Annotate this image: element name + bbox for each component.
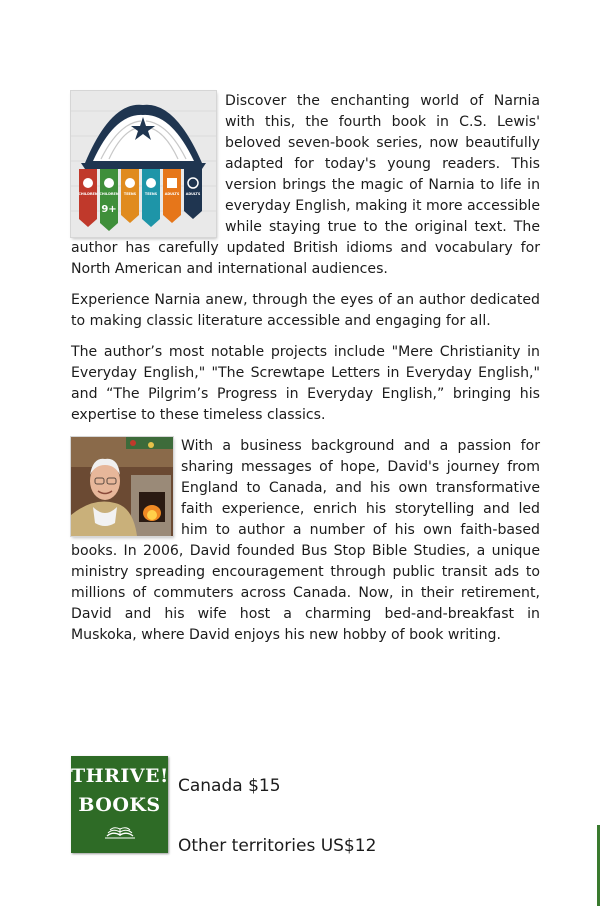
text-column [71,91,540,656]
notable-projects-paragraph: The author’s most notable projects include "Mere Christianity in Everyday English," "The Screwtape Letters in Everyday English," and “The Pilgrim’s Progress in Everyday English,” bringing his expertise to these timeless classics. [71,344,540,423]
series-age-graphic [71,91,216,237]
tag-label-2: CHILDREN [99,192,119,196]
intro-paragraph: Discover the enchanting world of Narnia with this, the fourth book in C.S. Lewis' beloved seven-book series, now beautifully adapted for today's young readers. This version brings the magic of Narnia to life in everyday English, making it more accessible while staying true to the original text. The author has carefully updated British idioms and vocabulary for North American and international audiences. [71,93,540,277]
price-other-territories: Other territories US$12 [178,836,377,856]
author-dedication-paragraph: Experience Narnia anew, through the eyes of an author dedicated to making classic literature accessible and engaging for all. [71,292,540,329]
open-book-with-tags-icon [71,91,216,237]
tag-label-4: TEENS [144,192,158,196]
open-book-icon [105,823,135,839]
tag-label-5: ADULTS [164,192,180,196]
logo-line-2: BOOKS [78,794,161,816]
price-canada: Canada $15 [178,776,281,796]
age-badge: 9+ [101,204,117,215]
tag-label-1: CHILDREN [78,192,98,196]
tag-label-3: TEENS [123,192,137,196]
tag-label-6: ADULTS [185,192,201,196]
age-tag-3 [121,169,139,223]
age-tag-5 [163,169,181,223]
logo-line-1: THRIVE! [71,765,169,787]
thrive-books-logo [71,756,168,853]
author-photo [71,437,173,536]
author-bio-paragraph: With a business background and a passion for sharing messages of hope, David's journey from England to Canada, and his own transformative faith experience, enrich his storytelling and led him to author a number of his own faith-based books. In 2006, David founded Bus Stop Bible Studies, a unique ministry spreading encouragement through public transit ads to millions of commuters across Canada. Now, in their retirement, David and his wife host a charming bed-and-breakfast in Muskoka, where David enjoys his new hobby of book writing. [71,438,540,643]
age-tag-4 [142,169,160,227]
age-tag-2 [100,169,118,231]
age-tag-1 [79,169,97,227]
